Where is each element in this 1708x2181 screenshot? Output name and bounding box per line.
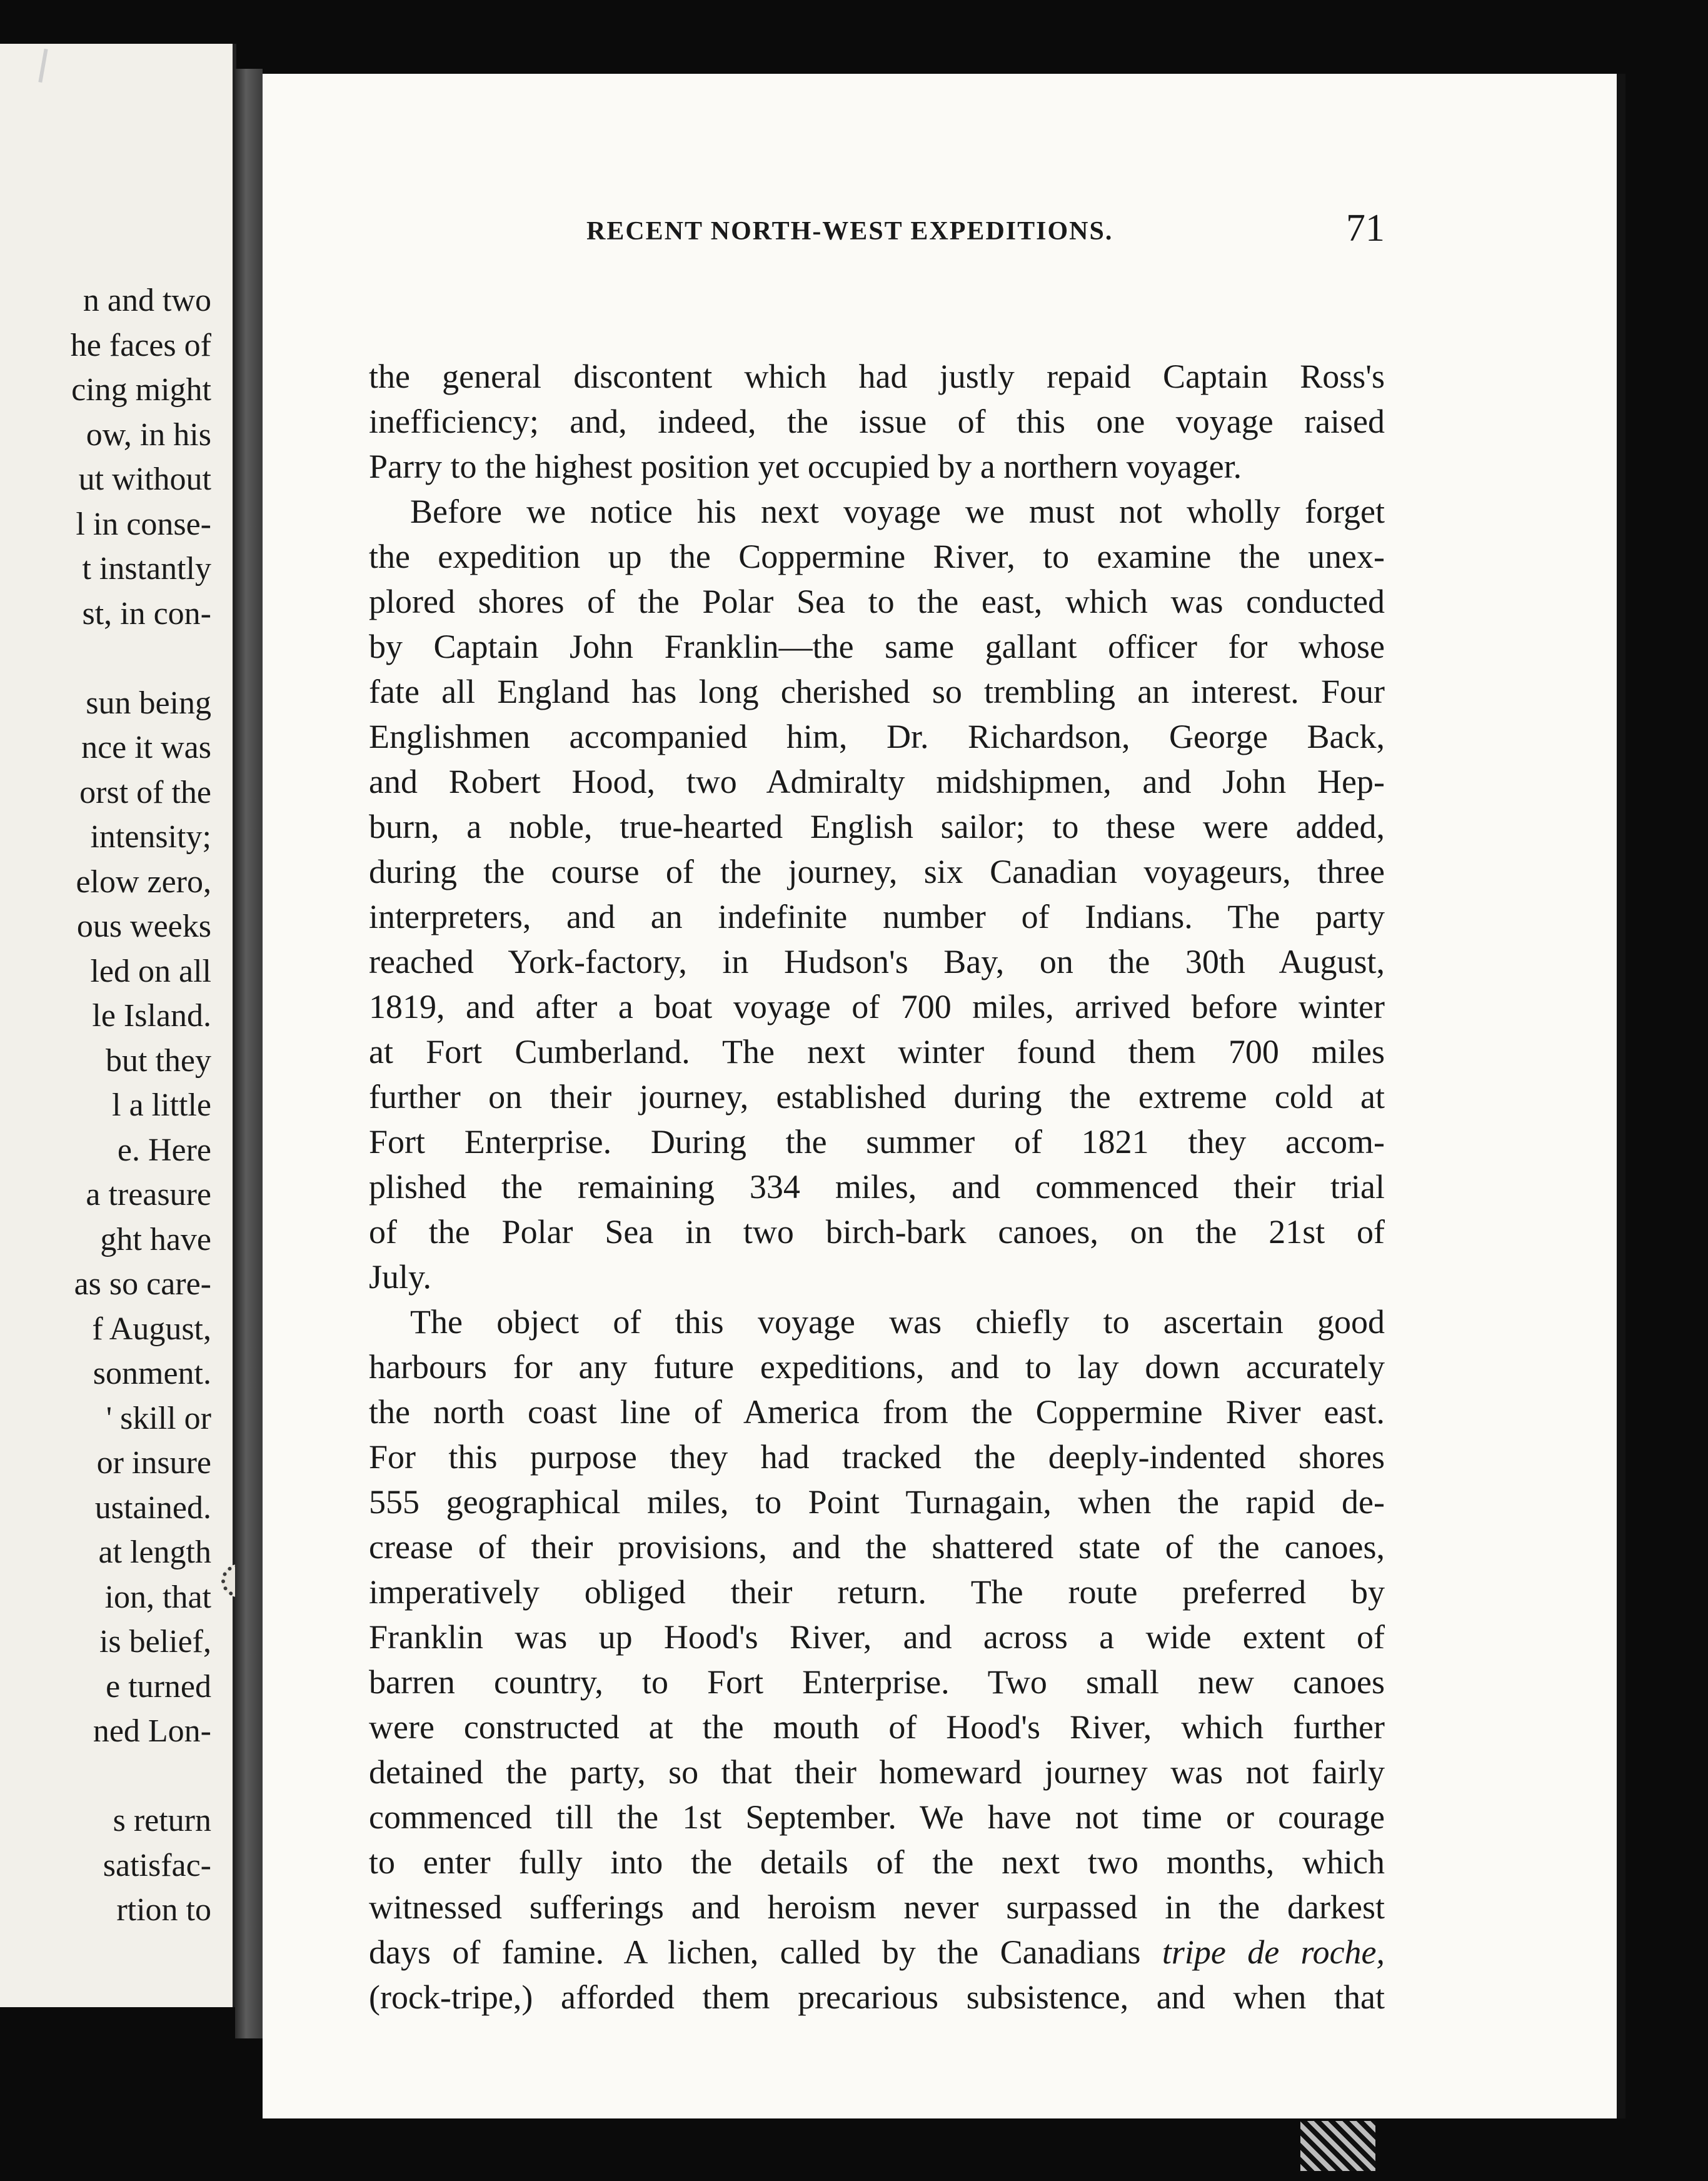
text-line: barren country, to Fort Enterprise. Two small new canoes	[369, 1663, 1385, 1701]
left-fragment-line: ow, in his	[86, 416, 211, 453]
body-text	[369, 354, 1385, 2020]
paragraph-first-line: The object of this voyage was chiefly to ascertain good	[410, 1303, 1385, 1341]
left-fragment-line: cing might	[71, 372, 211, 408]
left-fragment-gap	[71, 1754, 211, 1799]
text-line: witnessed sufferings and heroism never surpassed in the darkest	[369, 1888, 1385, 1926]
text-line: interpreters, and an indefinite number of Indians. The party	[369, 898, 1385, 935]
text-line: to enter fully into the details of the next two months, which	[369, 1843, 1385, 1881]
text-line: the north coast line of America from the Coppermine River east.	[369, 1393, 1385, 1431]
book-gutter	[235, 69, 263, 2038]
text-line: during the course of the journey, six Canadian voyageurs, three	[369, 853, 1385, 890]
text-line: at Fort Cumberland. The next winter found them 700 miles	[369, 1033, 1385, 1070]
left-fragment-line: ght have	[100, 1221, 211, 1257]
left-facing-page	[0, 44, 236, 2007]
left-fragment-line: ' skill or	[106, 1400, 211, 1436]
italic-term: tripe de roche,	[1162, 1933, 1385, 1971]
left-fragment-line: at length	[98, 1534, 211, 1570]
text-line: (rock-tripe,) afforded them precarious subsistence, and when that	[369, 1978, 1385, 2016]
scan-noise-mark	[1300, 2121, 1375, 2171]
text-line: by Captain John Franklin—the same gallant officer for whose	[369, 628, 1385, 665]
left-fragment-line: ion, that	[104, 1579, 211, 1615]
text-segment: days of famine. A lichen, called by the Canadians	[369, 1933, 1162, 1971]
scan-background	[263, 2118, 1708, 2181]
left-fragment-line: rtion to	[116, 1892, 211, 1928]
left-fragment-line: ut without	[78, 461, 211, 497]
left-fragment-line: ous weeks	[76, 909, 211, 944]
left-fragment-line: satisfac-	[103, 1847, 211, 1883]
left-fragment-line: ned Lon-	[93, 1713, 211, 1749]
page-number: 71	[1346, 207, 1385, 249]
left-fragment-line: orst of the	[79, 774, 211, 810]
left-fragment-line: intensity;	[90, 819, 211, 855]
text-line: July.	[369, 1258, 432, 1296]
text-line: of the Polar Sea in two birch-bark canoes, on the 21st of	[369, 1213, 1385, 1251]
text-line: were constructed at the mouth of Hood's River, which further	[369, 1708, 1385, 1746]
text-line: For this purpose they had tracked the deeply-indented shores	[369, 1438, 1385, 1476]
left-fragment-line: a treasure	[86, 1177, 211, 1212]
text-line: reached York-factory, in Hudson's Bay, on the 30th August,	[369, 943, 1385, 980]
left-fragment-line: elow zero,	[76, 864, 211, 900]
page-71	[263, 74, 1625, 2118]
left-fragment-line: ustained.	[94, 1489, 211, 1526]
left-fragment-line: f August,	[92, 1311, 211, 1347]
running-head-title: RECENT NORTH-WEST EXPEDITIONS.	[586, 217, 1113, 246]
left-fragment-line: t instantly	[82, 551, 211, 587]
left-fragment-line: sonment.	[93, 1356, 211, 1391]
left-fragment-line: nce it was	[81, 730, 211, 765]
text-line: harbours for any future expeditions, and to lay down accurately	[369, 1348, 1385, 1386]
left-fragment-line: le Island.	[92, 998, 211, 1034]
text-line: further on their journey, established during the extreme cold at	[369, 1078, 1385, 1116]
left-fragment-line: as so care-	[74, 1266, 211, 1302]
left-fragment-line: he faces of	[70, 327, 211, 363]
text-line: Fort Enterprise. During the summer of 1821 they accom-	[369, 1123, 1385, 1161]
left-fragment-line: is belief,	[99, 1624, 211, 1660]
left-fragment-line: led on all	[90, 953, 211, 989]
left-fragment-line: st, in con-	[82, 595, 211, 632]
left-fragment-line: e. Here	[117, 1132, 211, 1168]
text-line: 1819, and after a boat voyage of 700 miles, arrived before winter	[369, 988, 1385, 1025]
text-line-with-italic	[369, 1930, 1385, 1975]
left-fragment-line: l in conse-	[76, 506, 211, 542]
left-fragment-gap	[71, 636, 211, 681]
left-fragment-line: or insure	[96, 1445, 211, 1481]
text-line: plished the remaining 334 miles, and commenced their trial	[369, 1168, 1385, 1206]
text-line: imperatively obliged their return. The route preferred by	[369, 1573, 1385, 1611]
text-line: fate all England has long cherished so trembling an interest. Four	[369, 673, 1385, 710]
text-line: detained the party, so that their homeward journey was not fairly	[369, 1753, 1385, 1791]
left-fragment-line: s return	[113, 1803, 211, 1838]
text-line: Englishmen accompanied him, Dr. Richardson, George Back,	[369, 718, 1385, 755]
text-line: inefficiency; and, indeed, the issue of this one voyage raised	[369, 403, 1385, 440]
pencil-mark	[38, 49, 48, 83]
text-line: burn, a noble, true-hearted English sailor; to these were added,	[369, 808, 1385, 845]
text-line: 555 geographical miles, to Point Turnagain, when the rapid de-	[369, 1483, 1385, 1521]
left-fragment-line: n and two	[83, 283, 211, 318]
text-line: Franklin was up Hood's River, and across a wide extent of	[369, 1618, 1385, 1656]
left-fragment-line: sun being	[86, 685, 211, 721]
text-line: plored shores of the Polar Sea to the east, which was conducted	[369, 583, 1385, 620]
text-line: and Robert Hood, two Admiralty midshipmen, and John Hep-	[369, 763, 1385, 800]
text-line: the expedition up the Coppermine River, to examine the unex-	[369, 538, 1385, 575]
text-line: crease of their provisions, and the shattered state of the canoes,	[369, 1528, 1385, 1566]
text-line: Parry to the highest position yet occupied by a northern voyager.	[369, 448, 1242, 485]
left-fragment-line: e turned	[106, 1668, 211, 1705]
left-fragment-line: l a little	[112, 1087, 211, 1123]
running-head	[263, 206, 1625, 256]
text-line: the general discontent which had justly repaid Captain Ross's	[369, 358, 1385, 395]
left-fragment-line: but they	[106, 1042, 211, 1079]
text-line: commenced till the 1st September. We have not time or courage	[369, 1798, 1385, 1836]
paragraph-first-line: Before we notice his next voyage we must not wholly forget	[410, 493, 1385, 530]
left-page-text-fragments	[71, 278, 211, 1933]
